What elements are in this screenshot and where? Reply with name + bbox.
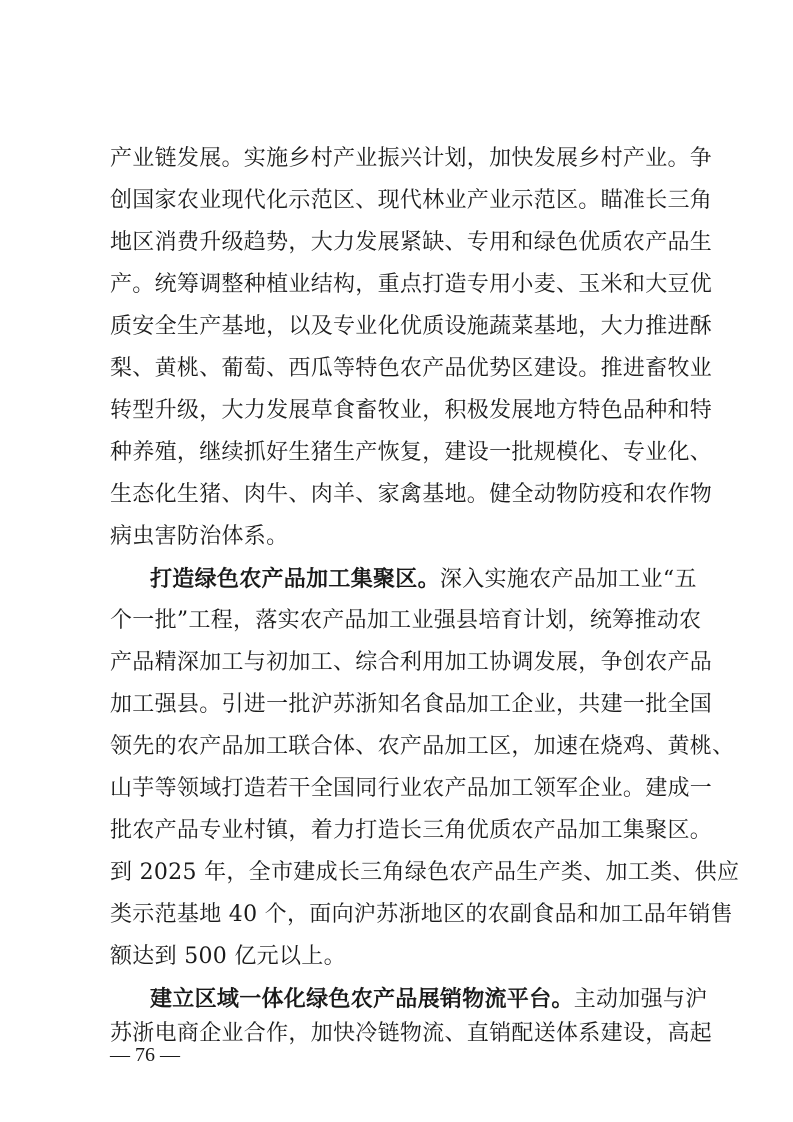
paragraph-3-line-2: 苏浙电商企业合作，加快冷链物流、直销配送体系建设，高起 — [110, 1021, 713, 1046]
paragraph-2-line-1-text: 深入实施农产品加工业“五 — [439, 567, 697, 592]
page-number: — 76 — — [110, 1044, 180, 1066]
paragraph-3-line-1 — [150, 979, 708, 1019]
paragraph-2-line-9: 类示范基地 40 个，面向沪苏浙地区的农副食品和加工品年销售 — [110, 902, 733, 927]
paragraph-1-line-3: 地区消费升级趋势，大力发展紧缺、专用和绿色优质农产品生 — [110, 230, 713, 255]
paragraph-2-line-2: 个一批”工程，落实农产品加工业强县培育计划，统筹推动农 — [110, 608, 702, 633]
paragraph-1-line-7: 转型升级，大力发展草食畜牧业，积极发展地方特色品种和特 — [110, 398, 713, 423]
paragraph-1-line-2: 创国家农业现代化示范区、现代林业产业示范区。瞄准长三角 — [110, 188, 713, 213]
paragraph-2-line-5: 领先的农产品加工联合体、农产品加工区，加速在烧鸡、黄桃、 — [110, 734, 735, 759]
paragraph-3-heading: 建立区域一体化绿色农产品展销物流平台。 — [150, 986, 574, 1012]
paragraph-2-line-8: 到 2025 年，全市建成长三角绿色农产品生产类、加工类、供应 — [110, 860, 740, 885]
paragraph-2-line-1 — [150, 559, 697, 599]
paragraph-3-line-1-text: 主动加强与沪 — [573, 987, 708, 1012]
paragraph-1-line-1: 产业链发展。实施乡村产业振兴计划，加快发展乡村产业。争 — [110, 146, 713, 171]
paragraph-1-line-6: 梨、黄桃、葡萄、西瓜等特色农产品优势区建设。推进畜牧业 — [110, 356, 713, 381]
paragraph-2-line-6: 山芋等领域打造若干全国同行业农产品加工领军企业。建成一 — [110, 776, 713, 801]
paragraph-2-line-10: 额达到 500 亿元以上。 — [110, 944, 346, 969]
paragraph-1-line-9: 生态化生猪、肉牛、肉羊、家禽基地。健全动物防疫和农作物 — [110, 482, 713, 507]
paragraph-2-line-7: 批农产品专业村镇，着力打造长三角优质农产品加工集聚区。 — [110, 818, 713, 843]
paragraph-1-line-8: 种养殖，继续抓好生猪生产恢复，建设一批规模化、专业化、 — [110, 440, 713, 465]
paragraph-1-line-4: 产。统筹调整种植业结构，重点打造专用小麦、玉米和大豆优 — [110, 272, 713, 297]
paragraph-2-line-3: 产品精深加工与初加工、综合利用加工协调发展，争创农产品 — [110, 650, 713, 675]
paragraph-2-line-4: 加工强县。引进一批沪苏浙知名食品加工企业，共建一批全国 — [110, 692, 713, 717]
paragraph-1-line-5: 质安全生产基地，以及专业化优质设施蔬菜基地，大力推进酥 — [110, 314, 713, 339]
paragraph-2-heading: 打造绿色农产品加工集聚区。 — [150, 566, 440, 592]
paragraph-1-line-10: 病虫害防治体系。 — [110, 524, 289, 549]
